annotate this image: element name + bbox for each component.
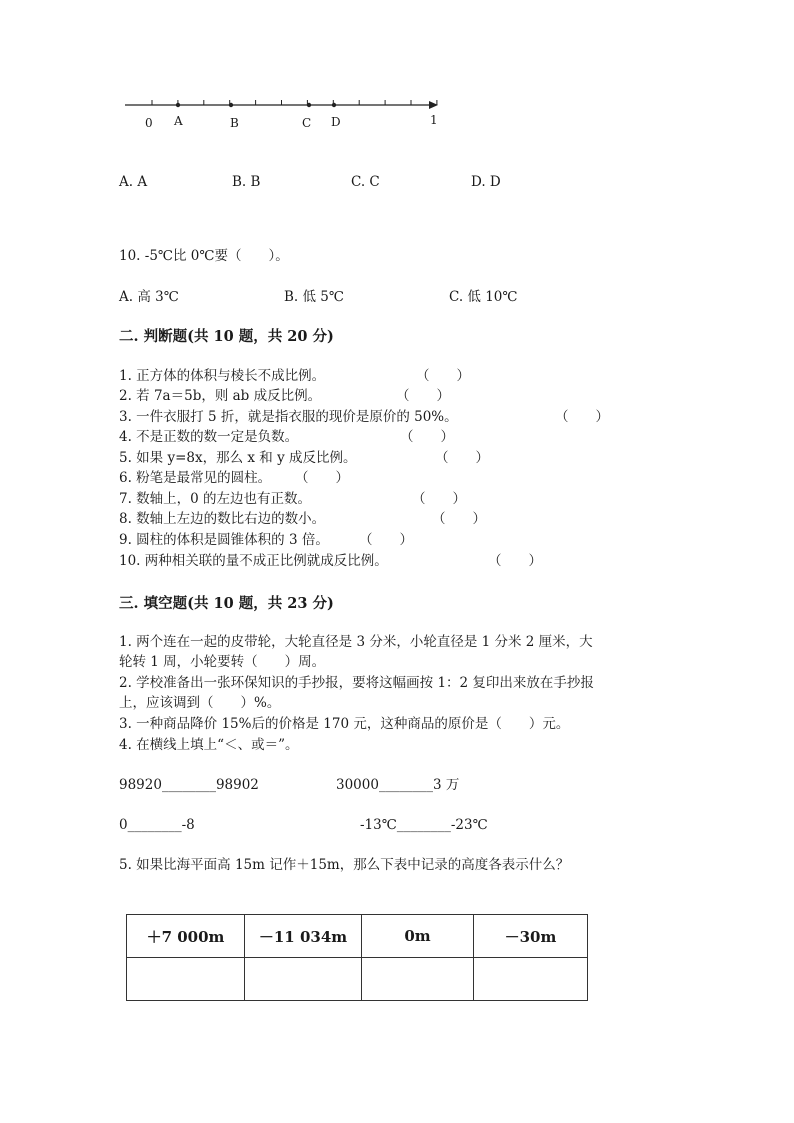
table-answer-row	[127, 958, 588, 1001]
judgement-item-9	[119, 530, 329, 551]
fill-q3: 3. 一种商品降价 15%后的价格是 170 元，这种商品的原价是（ ）元。	[119, 716, 570, 732]
point-b-label: B	[230, 116, 239, 130]
judgement-text: 5. 如果 y=8x，那么 x 和 y 成反比例。	[119, 450, 357, 466]
q9-option-a: A. A	[119, 174, 148, 190]
q10-question: 10. -5℃比 0℃要（ ）。	[119, 248, 289, 264]
judgement-item-5	[119, 448, 357, 469]
judgement-item-10	[119, 551, 388, 572]
answer-paren[interactable]: （ ）	[412, 491, 466, 507]
fill-q2-line2: 上，应该调到（ ）%。	[119, 695, 281, 711]
fill-q1-line1: 1. 两个连在一起的皮带轮，大轮直径是 3 分米，小轮直径是 1 分米 2 厘米，大	[119, 634, 593, 650]
judgement-item-6	[119, 468, 271, 489]
compare-item-1[interactable]: 98920________98902	[119, 777, 259, 793]
section2-title: 二. 判断题(共 10 题，共 20 分)	[119, 328, 334, 345]
answer-paren[interactable]: （ ）	[435, 450, 489, 466]
q9-option-d: D. D	[471, 174, 501, 190]
answer-paren[interactable]: （ ）	[359, 532, 413, 548]
judgement-text: 2. 若 7a＝5b，则 ab 成反比例。	[119, 388, 322, 404]
judgement-item-4	[119, 427, 298, 448]
table-header-cell: ＋7 000m	[127, 915, 245, 958]
judgement-item-8	[119, 509, 325, 530]
point-c-label: C	[302, 116, 312, 130]
judgement-item-3	[119, 407, 458, 428]
answer-paren[interactable]: （ ）	[416, 368, 470, 384]
table-header-cell: －11 034m	[245, 915, 362, 958]
number-line	[120, 94, 450, 134]
zero-label: 0	[145, 116, 153, 130]
judgement-item-7	[119, 489, 311, 510]
judgement-item-2	[119, 386, 321, 407]
judgement-text: 4. 不是正数的数一定是负数。	[119, 429, 299, 445]
q10-option-b: B. 低 5℃	[284, 289, 344, 305]
judgement-text: 10. 两种相关联的量不成正比例就成反比例。	[119, 553, 388, 569]
answer-paren[interactable]: （ ）	[555, 409, 609, 425]
answer-cell[interactable]	[474, 958, 588, 1001]
judgement-item-1	[119, 366, 325, 387]
table-header-cell: －30m	[474, 915, 588, 958]
q10-option-c: C. 低 10℃	[449, 289, 518, 305]
one-label: 1	[430, 113, 438, 127]
altitude-table	[126, 914, 588, 1001]
fill-q5: 5. 如果比海平面高 15m 记作＋15m，那么下表中记录的高度各表示什么？	[119, 857, 570, 873]
answer-paren[interactable]: （ ）	[396, 388, 450, 404]
judgement-text: 6. 粉笔是最常见的圆柱。	[119, 470, 272, 486]
q9-option-c: C. C	[351, 174, 380, 190]
table-header-cell: 0m	[362, 915, 474, 958]
point-d-label: D	[331, 115, 341, 129]
point-a-label: A	[174, 114, 183, 128]
section3-title: 三. 填空题(共 10 题，共 23 分)	[119, 595, 334, 612]
compare-item-2[interactable]: 30000________3 万	[336, 777, 460, 793]
judgement-text: 7. 数轴上，0 的左边也有正数。	[119, 491, 312, 507]
answer-paren[interactable]: （ ）	[488, 553, 542, 569]
judgement-text: 9. 圆柱的体积是圆锥体积的 3 倍。	[119, 532, 329, 548]
answer-cell[interactable]	[362, 958, 474, 1001]
judgement-text: 8. 数轴上左边的数比右边的数小。	[119, 511, 326, 527]
answer-cell[interactable]	[245, 958, 362, 1001]
q10-option-a: A. 高 3℃	[119, 289, 179, 305]
q9-option-b: B. B	[232, 174, 261, 190]
compare-item-3[interactable]: 0________-8	[119, 817, 195, 833]
answer-cell[interactable]	[127, 958, 245, 1001]
judgement-text: 3. 一件衣服打 5 折，就是指衣服的现价是原价的 50%。	[119, 409, 458, 425]
table-header-row	[127, 915, 588, 958]
answer-paren[interactable]: （ ）	[432, 511, 486, 527]
answer-paren[interactable]: （ ）	[400, 429, 454, 445]
fill-q1-line2: 轮转 1 周，小轮要转（ ）周。	[119, 654, 326, 670]
fill-q2-line1: 2. 学校准备出一张环保知识的手抄报，要将这幅画按 1：2 复印出来放在手抄报	[119, 675, 594, 691]
judgement-text: 1. 正方体的体积与棱长不成比例。	[119, 368, 326, 384]
fill-q4: 4. 在横线上填上“＜、或＝”。	[119, 737, 299, 753]
compare-item-4[interactable]: -13℃________-23℃	[360, 817, 488, 833]
answer-paren[interactable]: （ ）	[295, 470, 349, 486]
